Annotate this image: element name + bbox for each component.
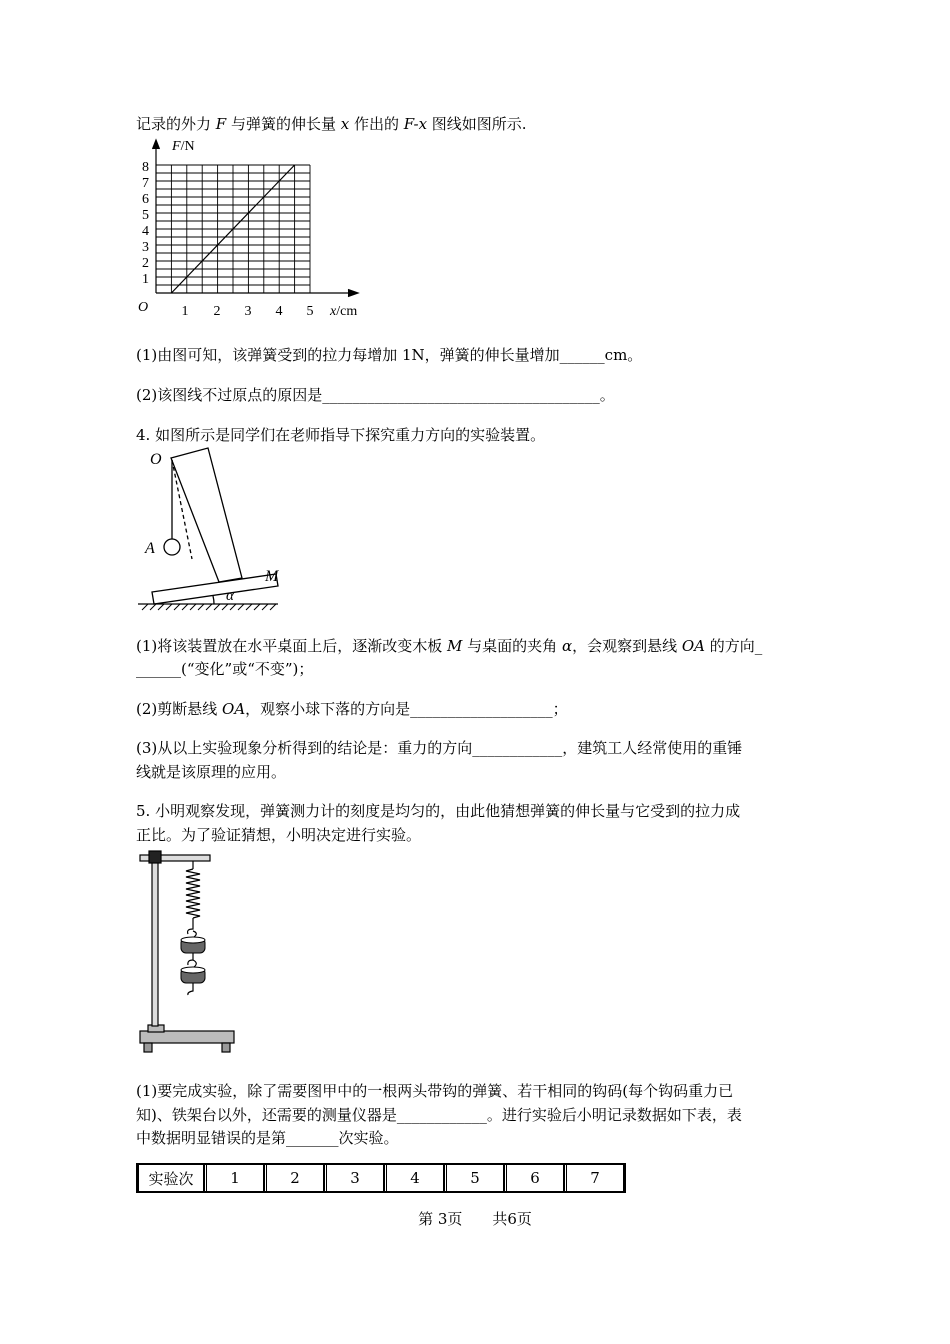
y-tick-labels <box>142 160 149 287</box>
spring <box>186 869 200 918</box>
label-alpha: α <box>226 588 234 604</box>
question-3-2: (2)该图线不过原点的原因是_____________________________________。 <box>136 386 615 404</box>
table-cell: 3 <box>324 1165 384 1191</box>
svg-text:6: 6 <box>142 192 149 207</box>
question-4-3-line2: 线就是该原理的应用。 <box>136 763 287 781</box>
stand-pole <box>152 853 158 1026</box>
spring-stand-figure <box>136 845 246 1057</box>
clamp <box>149 851 161 863</box>
experiment-table <box>136 1163 626 1193</box>
question-5-1-line3: 中数据明显错误的是第_______次实验。 <box>136 1129 399 1147</box>
table-header-cell: 实验次 <box>138 1165 204 1191</box>
graph-axes <box>153 140 359 297</box>
question-4-1-line2: ______(“变化”或“不变”)； <box>136 660 314 678</box>
table-cell: 6 <box>504 1165 564 1191</box>
question-5-1-line1: (1)要完成实验，除了需要图甲中的一根两头带钩的弹簧、若干相同的钩码(每个钩码重力已 <box>136 1082 734 1100</box>
upright-board <box>171 448 242 582</box>
svg-text:3: 3 <box>244 304 252 319</box>
svg-text:7: 7 <box>142 176 149 191</box>
table-row <box>138 1165 624 1191</box>
question-5-1-line2: 知)、铁架台以外，还需要的测量仪器是____________。进行实验后小明记录数据如下表，表 <box>136 1106 742 1124</box>
weight-1 <box>181 931 205 965</box>
svg-text:5: 5 <box>306 304 314 319</box>
table-cell: 4 <box>384 1165 444 1191</box>
svg-text:2: 2 <box>213 304 221 319</box>
table-cell: 1 <box>204 1165 264 1191</box>
svg-text:3: 3 <box>142 240 149 255</box>
svg-text:4: 4 <box>275 304 283 319</box>
question-3-1: (1)由图可知，该弹簧受到的拉力每增加 1N，弹簧的伸长量增加______cm。 <box>136 346 643 364</box>
svg-text:1: 1 <box>181 304 189 319</box>
svg-text:8: 8 <box>142 160 149 175</box>
gravity-apparatus-figure <box>136 444 306 614</box>
question-5-stem-line2: 正比。为了验证猜想，小明决定进行实验。 <box>136 826 422 844</box>
ball-a <box>164 539 180 555</box>
table-cell: 2 <box>264 1165 324 1191</box>
x-tick-labels <box>182 304 314 319</box>
page-footer: 第 3页 共6页 <box>418 1210 532 1228</box>
question-4-2: (2)剪断悬线 OA，观察小球下落的方向是___________________； <box>136 700 568 718</box>
x-axis-label: x/cm <box>330 304 358 319</box>
f-x-graph <box>130 134 370 324</box>
board-m <box>152 574 278 604</box>
question-4-3-line1: (3)从以上实验现象分析得到的结论是：重力的方向____________，建筑工人经常使用的重锤 <box>136 739 743 757</box>
table-hatching <box>142 604 276 610</box>
svg-text:4: 4 <box>142 224 149 239</box>
question-4-stem: 4. 如图所示是同学们在老师指导下探究重力方向的实验装置。 <box>136 426 546 444</box>
svg-text:1: 1 <box>142 272 149 287</box>
question-5-stem-line1: 5. 小明观察发现，弹簧测力计的刻度是均匀的，由此他猜想弹簧的伸长量与它受到的拉力成 <box>136 802 741 820</box>
svg-text:5: 5 <box>142 208 149 223</box>
question-4-1-line1: (1)将该装置放在水平桌面上后，逐渐改变木板 M 与桌面的夹角 α，会观察到悬线 OA 的方向_ <box>136 637 763 655</box>
y-axis-label: F/N <box>172 139 195 154</box>
spring-hook <box>188 918 193 934</box>
table-cell: 7 <box>564 1165 624 1191</box>
table-cell: 5 <box>444 1165 504 1191</box>
label-a: A <box>145 540 155 557</box>
weight-2 <box>181 960 205 995</box>
intro-text: 记录的外力 F 与弹簧的伸长量 x 作出的 F-x 图线如图所示. <box>136 115 527 133</box>
stand-base <box>140 1031 234 1043</box>
angle-arc <box>213 596 214 604</box>
label-m: M <box>265 568 279 585</box>
origin-label: O <box>138 300 149 315</box>
label-o: O <box>150 451 162 468</box>
svg-text:2: 2 <box>142 256 149 271</box>
